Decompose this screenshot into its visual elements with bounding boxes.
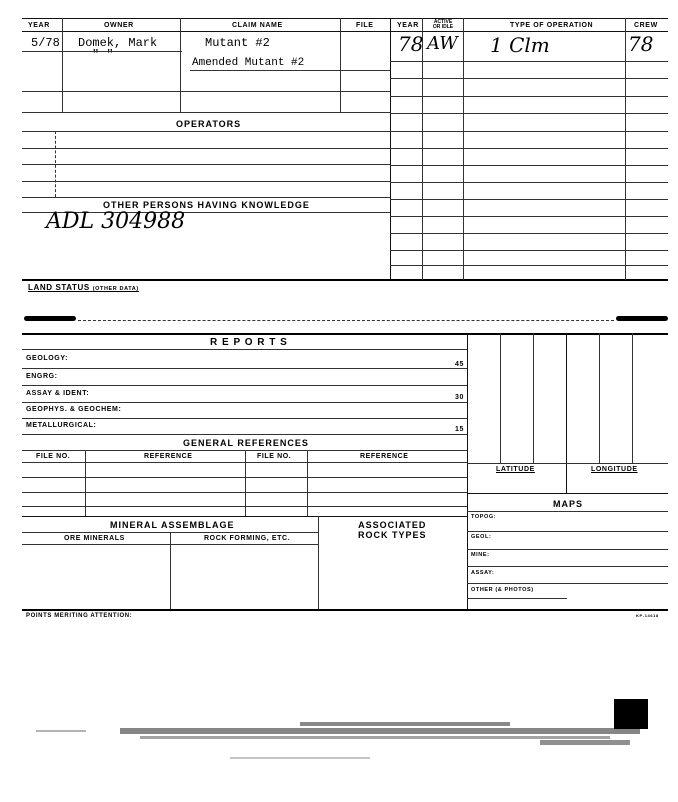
reports-heading-rule bbox=[22, 349, 467, 350]
gen-ref-col-file-no-1: FILE NO. bbox=[36, 453, 71, 460]
maps-rule-2 bbox=[467, 549, 668, 550]
center-divider bbox=[390, 18, 391, 280]
report-rule-2 bbox=[22, 385, 467, 386]
operators-rule-2 bbox=[22, 148, 390, 149]
claim-row-rule-4 bbox=[22, 112, 390, 113]
general-references-heading: GENERAL REFERENCES bbox=[183, 438, 309, 448]
lower-section-bottom-rule bbox=[22, 609, 668, 611]
maps-other-label: OTHER (& PHOTOS) bbox=[471, 587, 534, 593]
year-col-divider bbox=[62, 18, 63, 113]
maps-geol-label: GEOL: bbox=[471, 534, 492, 540]
report-metallurgical-number: 15 bbox=[455, 426, 464, 433]
maps-rule-4 bbox=[467, 583, 668, 584]
claim-row-rule-2 bbox=[190, 70, 390, 71]
activity-idle-divider bbox=[463, 18, 464, 280]
claim-row-rule-1 bbox=[22, 51, 182, 52]
activity-rule-3 bbox=[390, 96, 668, 97]
claim-row-2-claim-name: Amended Mutant #2 bbox=[192, 57, 305, 69]
lower-center-divider bbox=[467, 333, 468, 609]
scan-smudge-left bbox=[24, 316, 76, 321]
lat-long-bottom-rule bbox=[467, 493, 668, 494]
report-geology-label: GEOLOGY: bbox=[26, 355, 69, 362]
activity-rule-5 bbox=[390, 131, 668, 132]
top-section-bottom-rule bbox=[22, 279, 668, 281]
points-meriting-attention-label: POINTS MERITING ATTENTION: bbox=[26, 613, 133, 619]
col-header-owner: OWNER bbox=[104, 22, 134, 29]
activity-rule-4 bbox=[390, 113, 668, 114]
activity-rule-7 bbox=[390, 165, 668, 166]
gen-ref-bottom-rule bbox=[22, 516, 467, 517]
report-metallurgical-label: METALLURGICAL: bbox=[26, 422, 97, 429]
maps-mine-label: MINE: bbox=[471, 552, 490, 558]
report-assay-label: ASSAY & IDENT: bbox=[26, 390, 90, 397]
land-status-heading bbox=[28, 283, 139, 292]
report-assay-number: 30 bbox=[455, 394, 464, 401]
land-status-rule bbox=[78, 320, 614, 321]
grid-v-3 bbox=[566, 333, 567, 493]
form-number: KP-14618 bbox=[636, 613, 659, 618]
report-engrg-label: ENGRG: bbox=[26, 373, 58, 380]
activity-rule-6 bbox=[390, 148, 668, 149]
mineral-assemblage-heading: MINERAL ASSEMBLAGE bbox=[110, 520, 235, 530]
activity-header-crew: CREW bbox=[634, 22, 658, 29]
activity-rule-8 bbox=[390, 182, 668, 183]
col-header-file: FILE bbox=[356, 22, 374, 29]
other-persons-entry: ADL 304988 bbox=[46, 209, 186, 234]
grid-v-2 bbox=[533, 333, 534, 463]
gen-ref-divider-2 bbox=[245, 450, 246, 516]
operators-rule-4 bbox=[22, 181, 390, 182]
activity-rule-10 bbox=[390, 216, 668, 217]
lower-section-top-rule bbox=[22, 333, 668, 335]
longitude-label: LONGITUDE bbox=[591, 466, 638, 473]
activity-row-1-crew: 78 bbox=[628, 32, 654, 56]
activity-type-divider bbox=[625, 18, 626, 280]
grid-v-4 bbox=[599, 333, 600, 463]
gen-ref-col-reference-2: REFERENCE bbox=[360, 453, 409, 460]
associated-rock-types-heading: ASSOCIATED ROCK TYPES bbox=[358, 520, 427, 540]
operators-rule-3 bbox=[22, 164, 390, 165]
scan-noise-band bbox=[0, 690, 678, 800]
activity-rule-2 bbox=[390, 78, 668, 79]
operators-col-divider bbox=[55, 131, 56, 197]
claim-row-1-claim-name: Mutant #2 bbox=[205, 36, 270, 50]
maps-heading-rule bbox=[467, 511, 668, 512]
reports-heading: R E P O R T S bbox=[210, 337, 288, 348]
claim-row-1-year: 5/78 bbox=[31, 36, 60, 50]
gen-ref-col-file-no-2: FILE NO. bbox=[257, 453, 292, 460]
claim-row-rule-3 bbox=[22, 91, 390, 92]
maps-rule-5 bbox=[467, 598, 567, 599]
claim-col-divider bbox=[340, 18, 341, 113]
header-rule bbox=[22, 31, 668, 32]
activity-header-active-idle: ACTIVE OR IDLE bbox=[432, 19, 454, 30]
activity-row-1-active-idle: AW bbox=[427, 33, 458, 54]
latitude-label: LATITUDE bbox=[496, 466, 535, 473]
activity-header-year: YEAR bbox=[397, 22, 419, 29]
report-geology-number: 45 bbox=[455, 361, 464, 368]
activity-row-1-year: 78 bbox=[398, 32, 424, 56]
operators-heading: OPERATORS bbox=[176, 119, 242, 129]
col-header-year: YEAR bbox=[28, 22, 50, 29]
gen-ref-col-reference-1: REFERENCE bbox=[144, 453, 193, 460]
gen-ref-divider-1 bbox=[85, 450, 86, 516]
grid-v-1 bbox=[500, 333, 501, 463]
top-rule bbox=[22, 18, 668, 19]
maps-rule-1 bbox=[467, 531, 668, 532]
activity-rule-9 bbox=[390, 199, 668, 200]
land-status-label: LAND STATUS bbox=[28, 283, 90, 292]
report-geophys-label: GEOPHYS. & GEOCHEM: bbox=[26, 406, 122, 413]
activity-year-divider bbox=[422, 18, 423, 280]
col-header-claim-name: CLAIM NAME bbox=[232, 22, 283, 29]
rock-forming-column: ROCK FORMING, ETC. bbox=[204, 535, 291, 542]
land-status-sublabel: (OTHER DATA) bbox=[92, 286, 139, 292]
activity-header-type-of-operation: TYPE OF OPERATION bbox=[510, 22, 594, 29]
report-rule-1 bbox=[22, 368, 467, 369]
owner-col-divider bbox=[180, 18, 181, 113]
activity-rule-11 bbox=[390, 233, 668, 234]
activity-rule-13 bbox=[390, 265, 668, 266]
maps-topog-label: TOPOG: bbox=[471, 514, 497, 520]
scan-smudge-right bbox=[616, 316, 668, 321]
activity-row-1-type: 1 Clm bbox=[490, 33, 550, 57]
ore-minerals-column: ORE MINERALS bbox=[64, 535, 125, 542]
other-persons-heading: OTHER PERSONS HAVING KNOWLEDGE bbox=[103, 200, 310, 210]
report-rule-5 bbox=[22, 434, 467, 435]
maps-rule-3 bbox=[467, 566, 668, 567]
activity-rule-1 bbox=[390, 61, 668, 62]
mineral-assoc-divider bbox=[318, 516, 319, 609]
grid-v-5 bbox=[632, 333, 633, 463]
report-rule-4 bbox=[22, 418, 467, 419]
maps-assay-label: ASSAY: bbox=[471, 570, 495, 576]
claim-row-2-owner: " " bbox=[92, 48, 114, 62]
grid-bottom-rule bbox=[467, 463, 668, 464]
mineral-col-divider bbox=[170, 532, 171, 609]
maps-heading: MAPS bbox=[553, 499, 584, 509]
report-rule-3 bbox=[22, 402, 467, 403]
gen-ref-divider-3 bbox=[307, 450, 308, 516]
activity-rule-12 bbox=[390, 250, 668, 251]
claim-row-1-owner: Domek, Mark bbox=[78, 36, 158, 50]
operators-rule-5 bbox=[22, 197, 390, 198]
operators-rule-1 bbox=[22, 131, 390, 132]
